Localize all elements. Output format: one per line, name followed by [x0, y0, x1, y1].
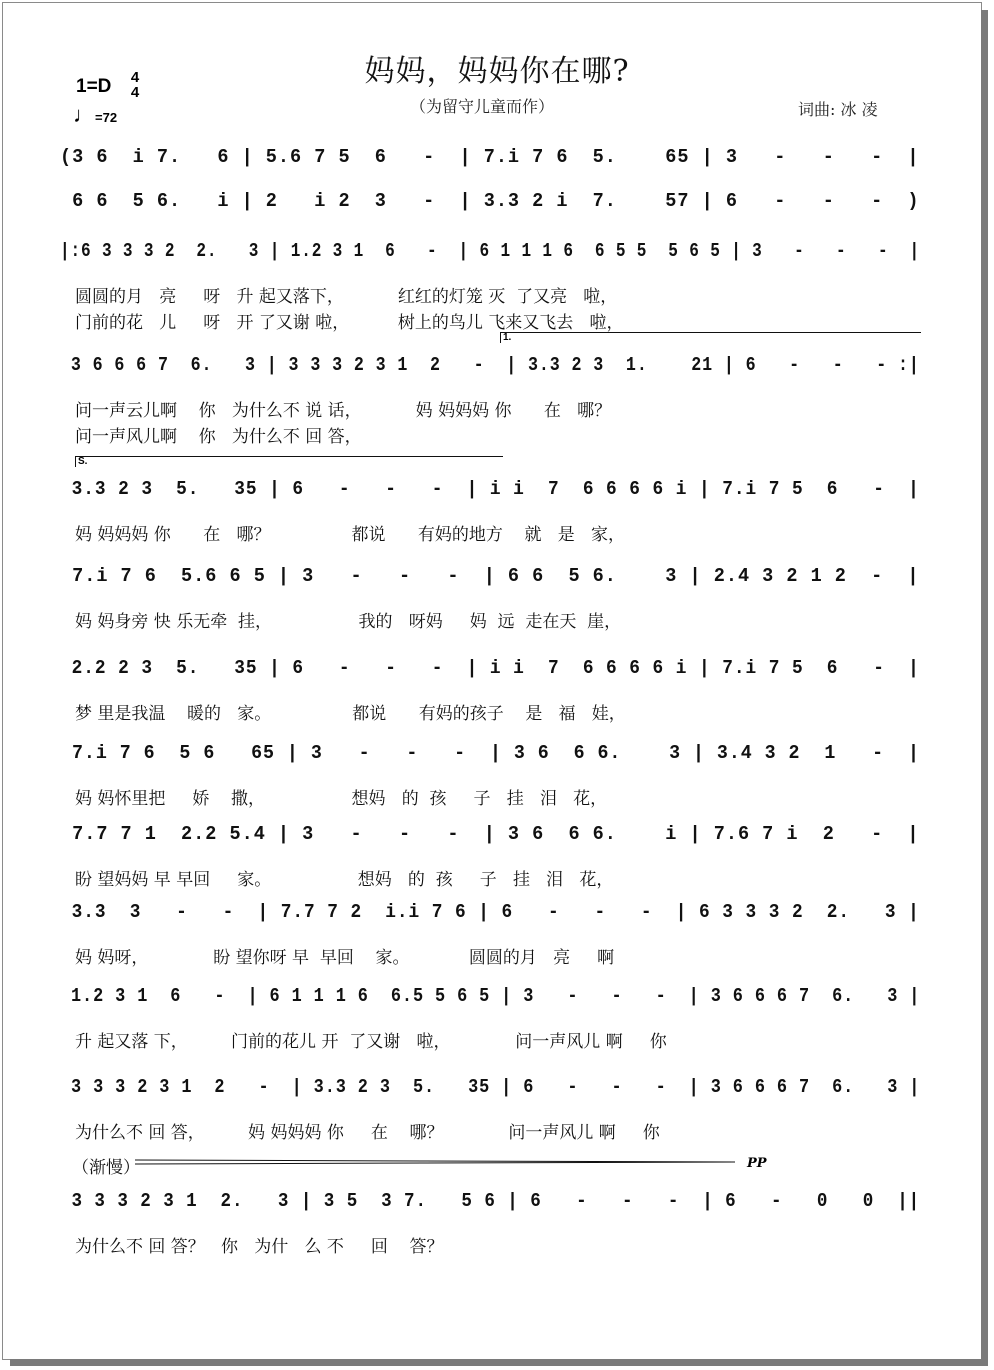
song-title: 妈妈，妈妈你在哪?: [364, 54, 630, 89]
notes-line: 7.i 7 6 5 6 65 | 3 - - - | 3 6 6 6. 3 | 3.4 3 2 1 - |: [60, 742, 920, 764]
notes-line: 3.3 3 - - | 7.7 7 2 i.i 7 6 | 6 - - - | 6 3 3 3 2 2. 3 |: [60, 901, 920, 923]
tempo-marking: [73, 102, 117, 128]
volta-bracket: 1.: [500, 332, 921, 343]
lyric-line: 升 起又落 下， 门前的花儿 开 了又谢 啦， 问一声风儿 啊 你: [75, 1032, 667, 1052]
lyric-line: 梦 里是我温 暖的 家。 都说 有妈的孩子 是 福 娃，: [75, 704, 626, 724]
decrescendo-hairpin: [135, 1157, 755, 1167]
lyric-line: 盼 望妈妈 早 早回 家。 想妈 的 孩 子 挂 泪 花，: [75, 870, 614, 890]
notes-line: 3.3 2 3 5. 35 | 6 - - - | i i 7 6 6 6 6 i | 7.i 7 5 6 - |: [60, 478, 920, 500]
time-signature: [128, 70, 142, 100]
lyric-line: 为什么不 回 答？ 你 为什 么 不 回 答？: [75, 1237, 444, 1257]
lyric-line: 问一声风儿啊 你 为什么不 回 答，: [75, 427, 362, 447]
notes-line: 3 3 3 2 3 1 2. 3 | 3 5 3 7. 5 6 | 6 - - - | 6 - 0 0 ||: [60, 1190, 921, 1212]
lyric-line: 为什么不 回 答， 妈 妈妈妈 你 在 哪？ 问一声风儿 啊 你: [75, 1123, 660, 1143]
notes-line: 1.2 3 1 6 - | 6 1 1 1 6 6.5 5 6 5 | 3 - - - | 3 6 6 6 7 6. 3 |: [60, 985, 921, 1007]
song-credit: 词曲: 冰 凌: [798, 100, 878, 119]
notes-line: 6 6 5 6. i | 2 i 2 3 - | 3.3 2 i 7. 57 | 6 - - - ): [60, 190, 920, 212]
notes-line: 3 3 3 2 3 1 2 - | 3.3 2 3 5. 35 | 6 - - - | 3 6 6 6 7 6. 3 |: [60, 1076, 921, 1098]
lyric-line: 问一声云儿啊 你 为什么不 说 话， 妈 妈妈妈 你 在 哪？: [75, 401, 612, 421]
page-shadow-right: [981, 10, 988, 1366]
notes-line: 7.i 7 6 5.6 6 5 | 3 - - - | 6 6 5 6. 3 | 2.4 3 2 1 2 - |: [60, 565, 920, 587]
slow-down-mark: （渐慢）: [72, 1158, 140, 1178]
notes-line: (3 6 i 7. 6 | 5.6 7 5 6 - | 7.i 7 6 5. 65 | 3 - - - |: [60, 146, 920, 168]
time-signature-top: 4: [130, 69, 140, 86]
lyric-line: 妈 妈怀里把 娇 撒， 想妈 的 孩 子 挂 泪 花，: [75, 789, 608, 809]
quarter-note-icon: ♩: [73, 102, 95, 127]
lyric-line: 门前的花 儿 呀 开 了又谢 啦， 树上的鸟儿 飞来又飞去 啦，: [75, 313, 624, 333]
notes-line: 3 6 6 6 7 6. 3 | 3 3 3 2 3 1 2 - | 3.3 2 3 1. 21 | 6 - - - :|: [60, 354, 920, 376]
notes-line: |:6 3 3 3 2 2. 3 | 1.2 3 1 6 - | 6 1 1 1 6 6 5 5 5 6 5 | 3 - - - |: [60, 240, 920, 262]
key-signature: 1=D: [76, 76, 112, 97]
dynamic-pp: PP: [747, 1156, 767, 1171]
segno-mark: S.: [75, 456, 503, 467]
lyric-line: 妈 妈妈妈 你 在 哪？ 都说 有妈的地方 就 是 家，: [75, 525, 625, 545]
lyric-line: 妈 妈身旁 快 乐无牵 挂， 我的 呀妈 妈 远 走在天 崖，: [75, 612, 622, 632]
song-subtitle: （为留守儿童而作）: [410, 97, 555, 116]
notes-line: 7.7 7 1 2.2 5.4 | 3 - - - | 3 6 6 6. i | 7.6 7 i 2 - |: [60, 823, 920, 845]
page-shadow-bottom: [10, 1359, 988, 1366]
lyric-line: 圆圆的月 亮 呀 升 起又落下， 红红的灯笼 灭 了又亮 啦，: [75, 287, 618, 307]
time-signature-bottom: 4: [130, 84, 140, 101]
notes-line: 2.2 2 3 5. 35 | 6 - - - | i i 7 6 6 6 6 i | 7.i 7 5 6 - |: [60, 657, 920, 679]
tempo-value: =72: [95, 110, 118, 125]
lyric-line: 妈 妈呀， 盼 望你呀 早 早回 家。 圆圆的月 亮 啊: [75, 948, 615, 968]
